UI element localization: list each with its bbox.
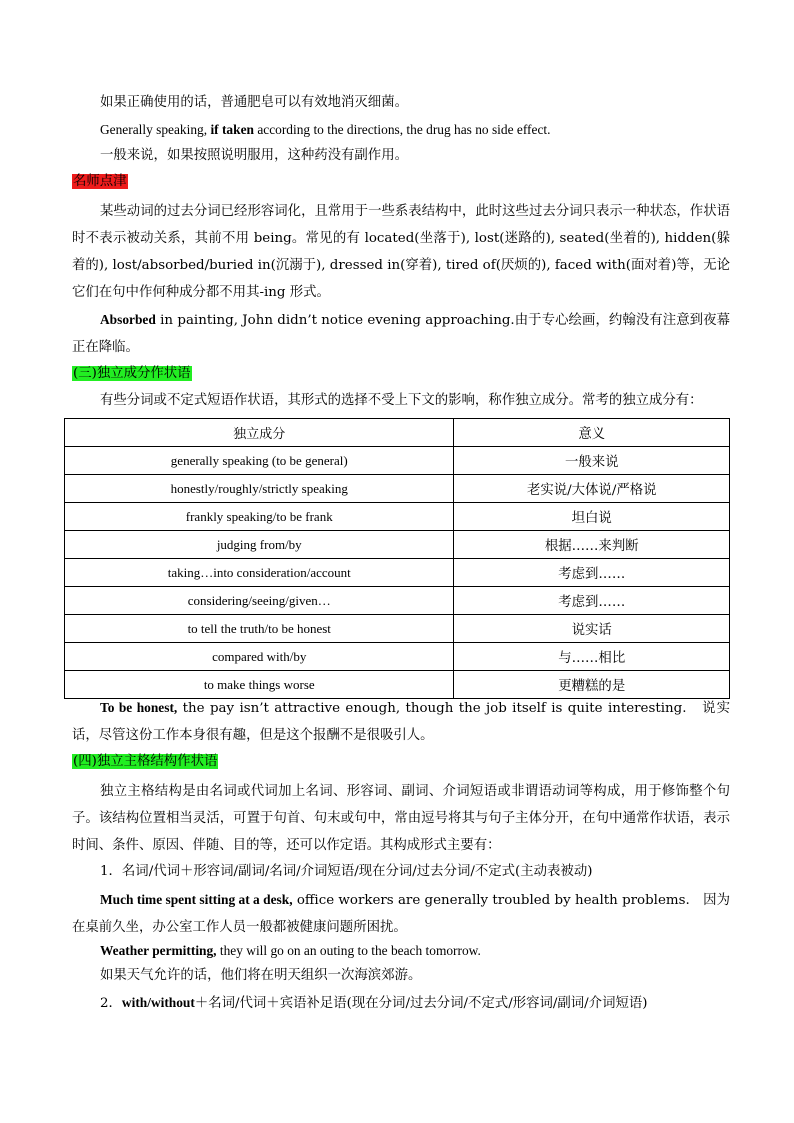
- text-segment: office workers are generally troubled by health problems. 因为在桌前久坐，办公室工作人员一般都被健康问题所困扰。: [72, 893, 730, 935]
- text-segment: according to the directions, the drug has no side effect.: [253, 122, 551, 137]
- table-header-row: [65, 419, 730, 447]
- sentence-en-generally: [100, 120, 550, 140]
- sentence-cn-2: 一般来说，如果按照说明服用，这种药没有副作用。: [100, 148, 408, 163]
- table-row: [65, 615, 730, 643]
- section4-item-2: [100, 993, 647, 1014]
- independent-elements-table: [64, 418, 730, 699]
- table-cell: 说实话: [454, 615, 730, 643]
- section4-label-highlight: (四)独立主格结构作状语: [73, 754, 218, 769]
- section4-example-2: [100, 941, 481, 961]
- table-cell: compared with/by: [65, 643, 454, 671]
- tip-paragraph: 某些动词的过去分词已经形容词化，且常用于一些系表结构中，此时这些过去分词只表示一种状态，作状语时不表示被动关系，其前不用 being。常见的有 located(坐落于), lost(迷路的), seated(坐着的), hidden(躲着的), lost/absorbed/buried in(沉溺于), dressed in(穿着), tired of(厌烦的), faced with(面对着)等，无论它们在句中作何种成分都不用其-ing 形式。: [72, 204, 730, 300]
- table-row: [65, 587, 730, 615]
- bold-phrase: To be honest,: [100, 700, 178, 715]
- bold-phrase: with/without: [121, 995, 195, 1010]
- table-row: [65, 447, 730, 475]
- tip-label: [72, 172, 128, 192]
- table-cell: 根据……来判断: [454, 531, 730, 559]
- table-cell: 老实说/大体说/严格说: [454, 475, 730, 503]
- table-cell: 更糟糕的是: [454, 671, 730, 699]
- text-segment: the pay isn’t attractive enough, though the job itself is quite interesting. 说实话，尽管这份工作本身很有趣，但是这个报酬不是很吸引人。: [72, 701, 730, 743]
- table-cell: to tell the truth/to be honest: [65, 615, 454, 643]
- table-row: [65, 475, 730, 503]
- table-row: [65, 503, 730, 531]
- bold-phrase: Weather permitting,: [100, 943, 217, 958]
- table-header-cell: 独立成分: [65, 419, 454, 447]
- tip-label-highlight: 名师点津: [73, 174, 127, 189]
- text-segment: in painting, John didn’t notice evening approaching.由于专心绘画，约翰没有注意到夜幕正在降临。: [72, 313, 730, 355]
- table-cell: 考虑到……: [454, 587, 730, 615]
- table-cell: taking…into consideration/account: [65, 559, 454, 587]
- section4-label: [72, 752, 218, 772]
- section4-example-1: [72, 886, 730, 941]
- text-segment: 2．: [100, 996, 122, 1011]
- section4-item-1: 1．名词/代词＋形容词/副词/名词/介词短语/现在分词/过去分词/不定式(主动表被动): [100, 864, 593, 879]
- table-cell: frankly speaking/to be frank: [65, 503, 454, 531]
- bold-phrase: if taken: [210, 122, 254, 137]
- table-cell: 与……相比: [454, 643, 730, 671]
- table-header-cell: 意义: [454, 419, 730, 447]
- text-segment: ＋名词/代词＋宾语补足语(现在分词/过去分词/不定式/形容词/副词/介词短语): [194, 996, 648, 1011]
- section4-example-2-cn: 如果天气允许的话，他们将在明天组织一次海滨郊游。: [100, 968, 422, 983]
- section3-label: [72, 364, 192, 384]
- text-segment: they will go on an outing to the beach tomorrow.: [216, 943, 481, 958]
- bold-phrase: Much time spent sitting at a desk,: [100, 892, 293, 907]
- sentence-cn-1: 如果正确使用的话，普通肥皂可以有效地消灭细菌。: [100, 95, 408, 110]
- section3-intro: 有些分词或不定式短语作状语，其形式的选择不受上下文的影响，称作独立成分。常考的独立成分有：: [100, 393, 703, 408]
- table-cell: 一般来说: [454, 447, 730, 475]
- table-cell: generally speaking (to be general): [65, 447, 454, 475]
- table-row: [65, 531, 730, 559]
- table-row: [65, 643, 730, 671]
- section3-label-highlight: (三)独立成分作状语: [73, 366, 191, 381]
- text-segment: Generally speaking,: [100, 122, 211, 137]
- table-cell: honestly/roughly/strictly speaking: [65, 475, 454, 503]
- table-cell: to make things worse: [65, 671, 454, 699]
- table-row: [65, 559, 730, 587]
- section3-example: [72, 694, 730, 749]
- table-cell: 坦白说: [454, 503, 730, 531]
- table-cell: judging from/by: [65, 531, 454, 559]
- bold-phrase: Absorbed: [100, 312, 156, 327]
- table-cell: considering/seeing/given…: [65, 587, 454, 615]
- table-cell: 考虑到……: [454, 559, 730, 587]
- section4-intro: 独立主格结构是由名词或代词加上名词、形容词、副词、介词短语或非谓语动词等构成，用于修饰整个句子。该结构位置相当灵活，可置于句首、句末或句中，常由逗号将其与句子主体分开，在句中通常作状语，表示时间、条件、原因、伴随、目的等，还可以作定语。其构成形式主要有：: [72, 784, 730, 853]
- tip-example: [72, 306, 730, 361]
